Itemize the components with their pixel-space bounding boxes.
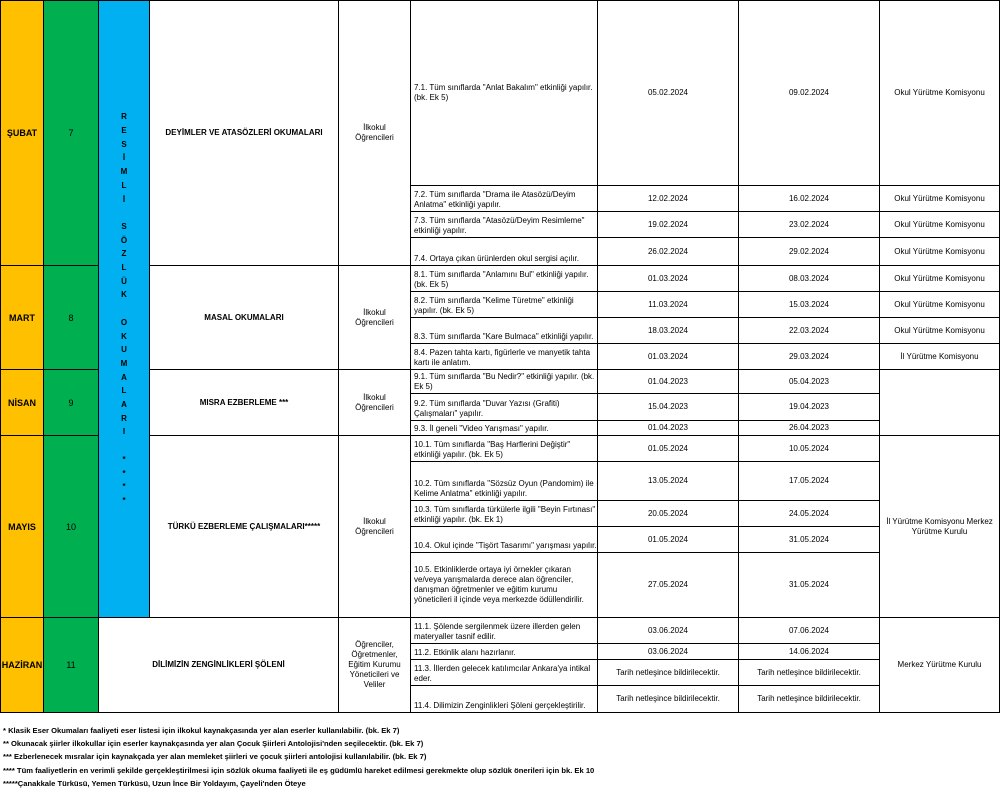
vertical-title-letter: Ö — [120, 235, 128, 245]
end-date: 26.04.2023 — [738, 420, 880, 436]
vertical-title-letter: M — [120, 167, 128, 177]
end-date: 31.05.2024 — [738, 526, 880, 553]
activity-text: 11.4. Dilimizin Zenginlikleri Şöleni gerçekleştirilir. — [410, 685, 598, 713]
activity-text: 10.4. Okul içinde "Tişört Tasarımı" yarışması yapılır. — [410, 526, 598, 553]
start-date: Tarih netleşince bildirilecektir. — [597, 685, 739, 713]
responsible: İl Yürütme Komisyonu — [879, 343, 1000, 370]
responsible: Okul Yürütme Komisyonu — [879, 185, 1000, 212]
activity-text: 7.2. Tüm sınıflarda "Drama ile Atasözü/Deyim Anlatma" etkinliği yapılır. — [410, 185, 598, 212]
end-date: 23.02.2024 — [738, 211, 880, 238]
vertical-title-letter — [123, 439, 125, 453]
week-number: 8 — [68, 312, 74, 323]
vertical-title-letter: O — [120, 317, 128, 327]
vertical-title-letter: * — [122, 454, 126, 464]
responsible: Okul Yürütme Komisyonu — [879, 265, 1000, 292]
topic-title: MASAL OKUMALARI — [204, 312, 284, 322]
vertical-title-letter: İ — [122, 194, 126, 204]
vertical-title-letter: U — [121, 345, 127, 355]
activity-text: 8.2. Tüm sınıflarda "Kelime Türetme" etkinliği yapılır. (bk. Ek 5) — [410, 291, 598, 318]
month-cell — [0, 265, 44, 370]
end-date: 15.03.2024 — [738, 291, 880, 318]
month-cell — [0, 369, 44, 436]
activity-text: 10.3. Tüm sınıflarda türkülerle ilgili "Beyin Fırtınası" etkinliği yapılır. (bk. Ek 1) — [410, 500, 598, 527]
activity-text: 9.2. Tüm sınıflarda "Duvar Yazısı (Grafiti) Çalışmaları" yapılır. — [410, 393, 598, 421]
responsible: Merkez Yürütme Kurulu — [897, 660, 982, 669]
end-date: 07.06.2024 — [738, 617, 880, 644]
vertical-title-letter: E — [121, 126, 127, 135]
week-number: 9 — [68, 397, 74, 408]
vertical-title-letter: R — [121, 413, 127, 423]
responsible: Okul Yürütme Komisyonu — [879, 0, 1000, 186]
end-date: Tarih netleşince bildirilecektir. — [738, 659, 880, 686]
end-date: Tarih netleşince bildirilecektir. — [738, 685, 880, 713]
start-date: 13.05.2024 — [597, 461, 739, 501]
week-number-cell — [43, 435, 99, 618]
responsible: Okul Yürütme Komisyonu — [879, 317, 1000, 344]
vertical-title-letter: Ü — [121, 276, 127, 286]
vertical-title-letter: K — [121, 290, 127, 300]
end-date: 08.03.2024 — [738, 265, 880, 292]
start-date: 05.02.2024 — [597, 0, 739, 186]
week-number-cell — [43, 265, 99, 370]
target-group-cell — [338, 265, 411, 370]
topic-cell — [149, 265, 339, 370]
activity-text: 7.4. Ortaya çıkan ürünlerden okul sergisi açılır. — [410, 237, 598, 266]
end-date: 10.05.2024 — [738, 435, 880, 462]
start-date: 26.02.2024 — [597, 237, 739, 266]
end-date: 05.04.2023 — [738, 369, 880, 394]
topic-cell — [149, 0, 339, 266]
target-group-cell — [338, 0, 411, 266]
start-date: 18.03.2024 — [597, 317, 739, 344]
end-date: 29.02.2024 — [738, 237, 880, 266]
target-group: Öğrenciler, Öğretmenler, Eğitim Kurumu Yöneticileri ve Veliler — [348, 640, 401, 689]
target-group-cell — [338, 435, 411, 618]
responsible: Okul Yürütme Komisyonu — [879, 237, 1000, 266]
vertical-title-letter: S — [121, 139, 127, 149]
activity-text: 8.4. Pazen tahta kartı, figürlerle ve manyetik tahta kartı ile anlatım. — [410, 343, 598, 370]
vertical-title — [98, 0, 150, 618]
vertical-title-letter: A — [121, 400, 127, 410]
start-date: 01.05.2024 — [597, 435, 739, 462]
activity-text: 10.1. Tüm sınıflarda "Baş Harflerini Değiştir" etkinliği yapılır. (bk. Ek 5) — [410, 435, 598, 462]
topic-title: MISRA EZBERLEME *** — [199, 397, 289, 407]
footnote: * Klasik Eser Okumaları faaliyeti eser listesi için ilkokul kaynakçasında yer alan eserler kullanılabilir. (bk. Ek 7) — [3, 726, 400, 735]
activity-text: 8.1. Tüm sınıflarda "Anlamını Bul" etkinliği yapılır. (bk. Ek 5) — [410, 265, 598, 292]
target-group: İlkokul Öğrencileri — [355, 307, 394, 327]
activity-text: 10.2. Tüm sınıflarda "Sözsüz Oyun (Pandomim) ile Kelime Anlatma" etkinliği yapılır. — [410, 461, 598, 501]
activity-text: 11.2. Etkinlik alanı hazırlanır. — [410, 643, 598, 660]
target-group-cell — [338, 369, 411, 436]
start-date: 15.04.2023 — [597, 393, 739, 421]
activity-text: 10.5. Etkinliklerde ortaya iyi örnekler çıkaran ve/veya yarışmalarda derece alan öğrenciler, danışman öğretmenler ve eğitim kurumu yöneticileri il içinde veya merkezde ödüllendirilir. — [410, 552, 598, 618]
target-group: İlkokul Öğrencileri — [355, 516, 394, 536]
footnote: *****Çanakkale Türküsü, Yemen Türküsü, Uzun İnce Bir Yoldayım, Çayeli'nden Öteye — [3, 779, 306, 788]
responsible: Okul Yürütme Komisyonu — [879, 291, 1000, 318]
footnote: *** Ezberlenecek mısralar için kaynakçada yer alan memleket şiirleri ve çocuk şiirleri antolojisi kullanılabilir. (bk. Ek 7) — [3, 752, 427, 761]
vertical-title-letter: * — [122, 482, 126, 492]
start-date: 03.06.2024 — [597, 617, 739, 644]
start-date: 27.05.2024 — [597, 552, 739, 618]
end-date: 09.02.2024 — [738, 0, 880, 186]
target-group-cell — [338, 617, 411, 713]
week-number-cell — [43, 0, 99, 266]
activity-text: 8.3. Tüm sınıflarda "Kare Bulmaca" etkinliği yapılır. — [410, 317, 598, 344]
target-group: İlkokul Öğrencileri — [355, 123, 394, 142]
start-date: Tarih netleşince bildirilecektir. — [597, 659, 739, 686]
end-date: 29.03.2024 — [738, 343, 880, 370]
responsible: Okul Yürütme Komisyonu — [879, 211, 1000, 238]
topic-title: DEYİMLER VE ATASÖZLERİ OKUMALARI — [165, 128, 323, 137]
month-cell — [0, 435, 44, 618]
vertical-title-letter: M — [120, 358, 128, 368]
end-date: 16.02.2024 — [738, 185, 880, 212]
month-name: MART — [9, 312, 35, 323]
start-date: 01.03.2024 — [597, 343, 739, 370]
end-date: 31.05.2024 — [738, 552, 880, 618]
activity-text: 9.1. Tüm sınıflarda "Bu Nedir?" etkinliği yapılır. (bk. Ek 5) — [410, 369, 598, 394]
week-number-cell — [43, 369, 99, 436]
vertical-title-letter: A — [121, 372, 127, 382]
topic-title: DİLİMİZİN ZENGİNLİKLERİ ŞÖLENİ — [152, 660, 285, 669]
end-date: 17.05.2024 — [738, 461, 880, 501]
vertical-title-letter — [123, 302, 125, 316]
month-name: HAZİRAN — [1, 660, 43, 670]
vertical-title-letter: Z — [121, 249, 127, 259]
vertical-title-letter: L — [121, 263, 127, 273]
vertical-title-letter: * — [122, 468, 126, 478]
vertical-title-letter: L — [121, 180, 127, 190]
responsible-cell — [879, 617, 1000, 713]
start-date: 20.05.2024 — [597, 500, 739, 527]
activity-text: 9.3. İl geneli "Video Yarışması" yapılır. — [410, 420, 598, 436]
topic-title: TÜRKÜ EZBERLEME ÇALIŞMALARI***** — [167, 521, 321, 531]
month-name: NİSAN — [7, 397, 36, 408]
topic-cell — [98, 617, 339, 713]
start-date: 12.02.2024 — [597, 185, 739, 212]
footnote: ** Okunacak şiirler ilkokullar için eserler kaynakçasında yer alan Çocuk Şiirleri Antolojisi'nden seçilecektir. (bk. Ek 7) — [3, 739, 424, 748]
topic-cell — [149, 435, 339, 618]
end-date: 14.06.2024 — [738, 643, 880, 660]
start-date: 01.04.2023 — [597, 369, 739, 394]
start-date: 11.03.2024 — [597, 291, 739, 318]
target-group: İlkokul Öğrencileri — [355, 392, 394, 412]
week-number: 7 — [68, 128, 74, 138]
responsible-cell — [879, 435, 1000, 618]
responsible: İl Yürütme Komisyonu Merkez Yürütme Kurulu — [886, 516, 993, 536]
activity-text: 7.1. Tüm sınıflarda "Anlat Bakalım" etkinliği yapılır. (bk. Ek 5) — [410, 0, 598, 186]
vertical-title-letter: I — [122, 427, 126, 437]
start-date: 01.05.2024 — [597, 526, 739, 553]
topic-cell — [149, 369, 339, 436]
responsible-cell — [879, 369, 1000, 436]
end-date: 22.03.2024 — [738, 317, 880, 344]
start-date: 03.06.2024 — [597, 643, 739, 660]
month-name: MAYIS — [8, 521, 36, 532]
vertical-title-letter: * — [122, 495, 126, 505]
start-date: 01.03.2024 — [597, 265, 739, 292]
end-date: 19.04.2023 — [738, 393, 880, 421]
activity-text: 7.3. Tüm sınıflarda "Atasözü/Deyim Resimleme" etkinliği yapılır. — [410, 211, 598, 238]
start-date: 01.04.2023 — [597, 420, 739, 436]
month-name: ŞUBAT — [6, 128, 38, 138]
week-number: 10 — [65, 521, 76, 532]
week-number-cell — [43, 617, 99, 713]
month-cell — [0, 617, 44, 713]
vertical-title-letter — [123, 206, 125, 220]
start-date: 19.02.2024 — [597, 211, 739, 238]
end-date: 24.05.2024 — [738, 500, 880, 527]
week-number: 11 — [66, 660, 76, 670]
activity-text: 11.1. Şölende sergilenmek üzere illerden gelen materyaller tasnif edilir. — [410, 617, 598, 644]
vertical-title-letter: S — [121, 221, 127, 231]
vertical-title-letter: R — [121, 112, 127, 122]
month-cell — [0, 0, 44, 266]
footnote: **** Tüm faaliyetlerin en verimli şekilde gerçekleştirilmesi için sözlük okuma faaliyeti ile eş güdümlü hareket edilmesi gerekmekte olup sözlük önerileri için bk. Ek 10 — [3, 766, 595, 775]
activity-text: 11.3. İllerden gelecek katılımcılar Ankara'ya intikal eder. — [410, 659, 598, 686]
vertical-title-letter: K — [121, 331, 127, 341]
vertical-title-letter: İ — [122, 153, 126, 163]
vertical-title-letter: L — [121, 386, 127, 396]
